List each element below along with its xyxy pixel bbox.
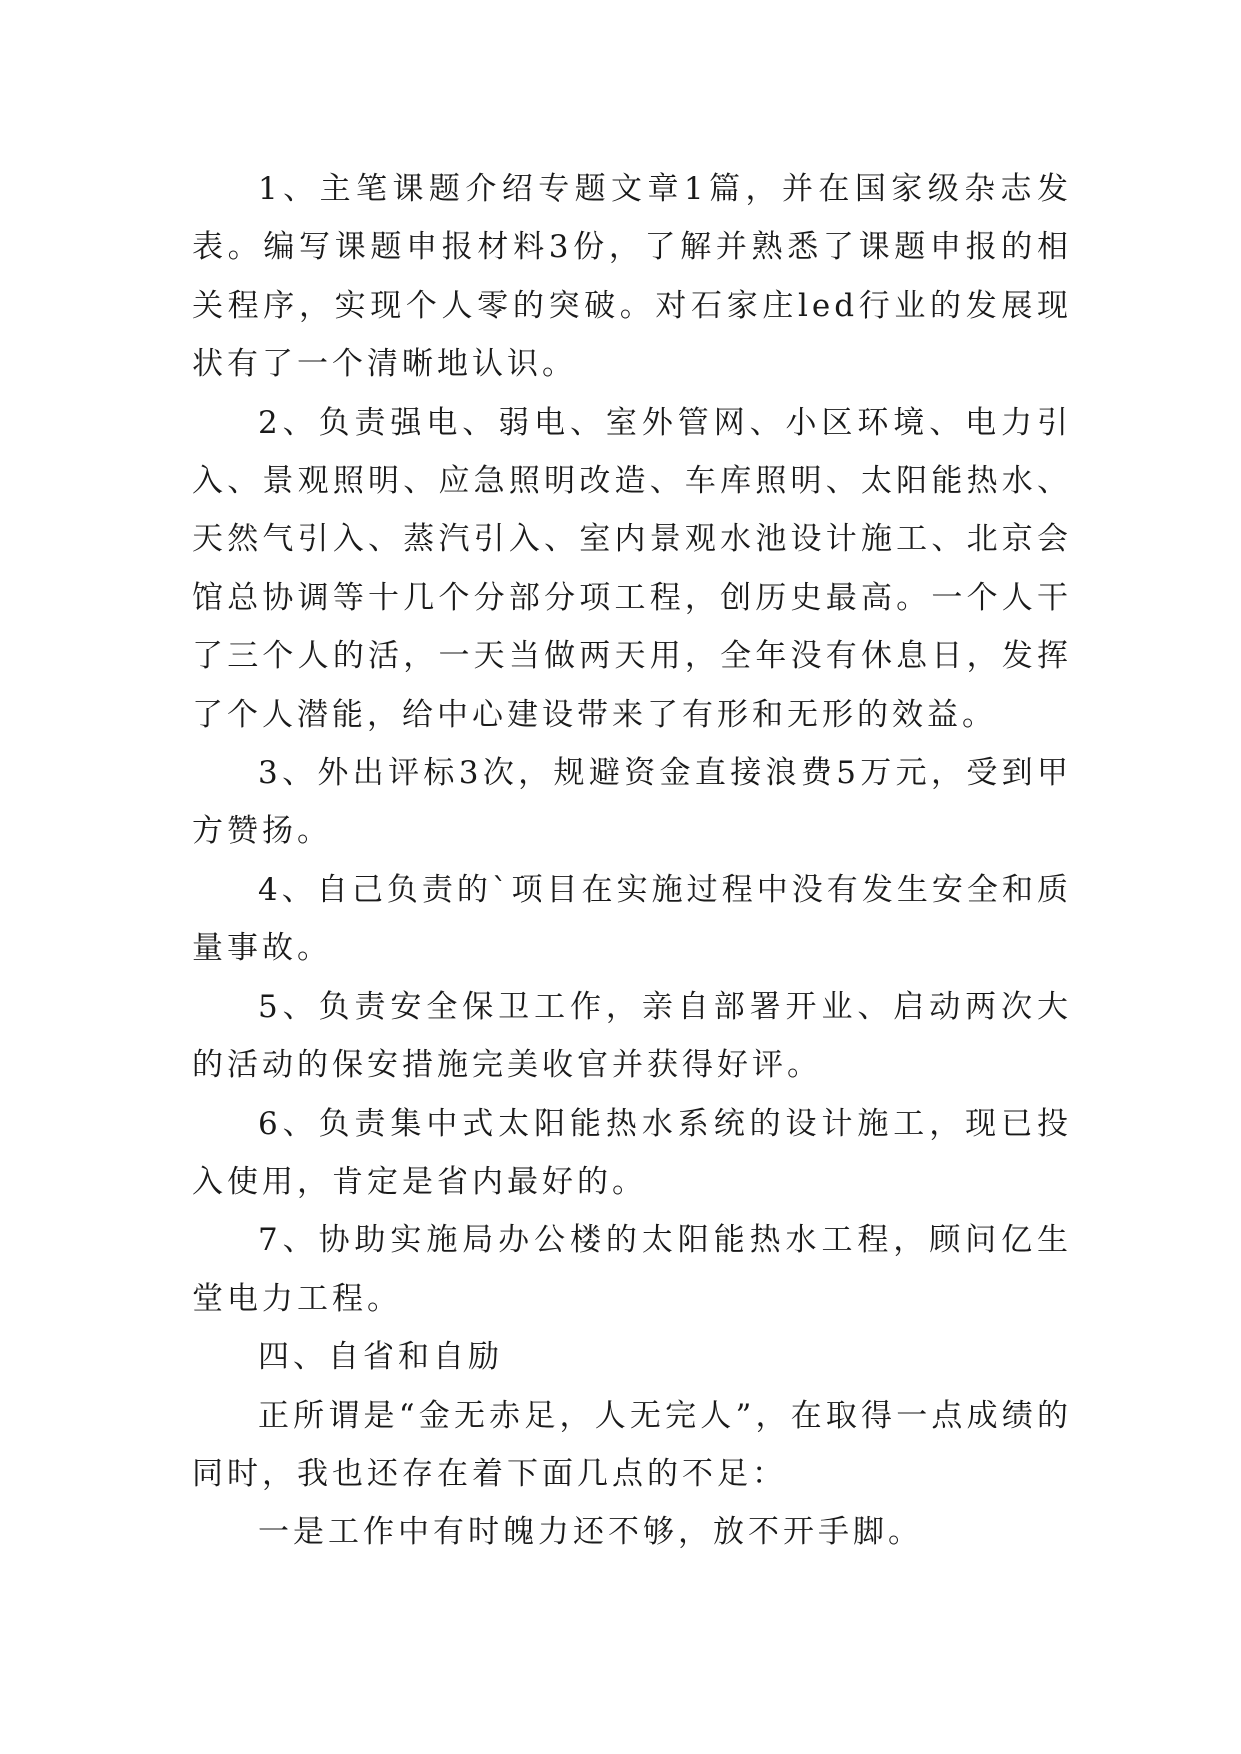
paragraph-achievement-2: 2、负责强电、弱电、室外管网、小区环境、电力引入、景观照明、应急照明改造、车库照明、太阳能热水、天然气引入、蒸汽引入、室内景观水池设计施工、北京会馆总协调等十几个分部分项工程，创历史最高。一个人干了三个人的活，一天当做两天用，全年没有休息日，发挥了个人潜能，给中心建设带来了有形和无形的效益。 [192,404,1072,733]
paragraph-achievement-3: 3、外出评标3次，规避资金直接浪费5万元，受到甲方赞扬。 [192,755,1072,850]
document-body [192,160,1072,1562]
paragraph-achievement-1: 1、主笔课题介绍专题文章1篇，并在国家级杂志发表。编写课题申报材料3份，了解并熟悉了课题申报的相关程序，实现个人零的突破。对石家庄led行业的发展现状有了一个清晰地认识。 [192,171,1072,383]
paragraph-shortcoming-1: 一是工作中有时魄力还不够，放不开手脚。 [258,1514,923,1551]
paragraph-achievement-7: 7、协助实施局办公楼的太阳能热水工程，顾问亿生堂电力工程。 [192,1222,1072,1317]
paragraph-shortcomings-intro: 正所谓是“金无赤足，人无完人”，在取得一点成绩的同时，我也还存在着下面几点的不足： [192,1397,1072,1492]
section-heading-self-reflection: 四、自省和自励 [258,1339,503,1376]
paragraph-achievement-6: 6、负责集中式太阳能热水系统的设计施工，现已投入使用，肯定是省内最好的。 [192,1105,1072,1200]
paragraph-achievement-5: 5、负责安全保卫工作，亲自部署开业、启动两次大的活动的保安措施完美收官并获得好评。 [192,988,1072,1084]
paragraph-achievement-4: 4、自己负责的`项目在实施过程中没有发生安全和质量事故。 [192,871,1072,967]
